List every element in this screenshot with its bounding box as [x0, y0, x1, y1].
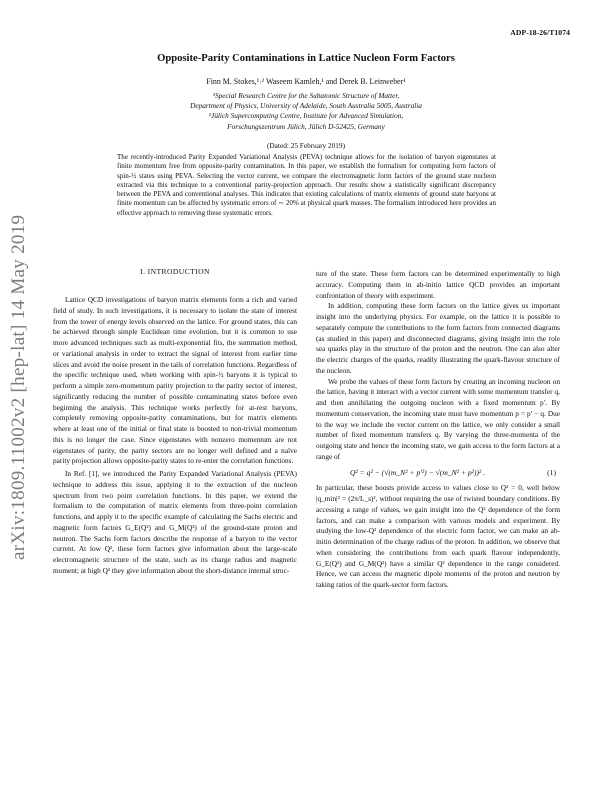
abstract: The recently-introduced Parity Expanded Variational Analysis (PEVA) technique allows for the isolation of baryon eigenstates at finite momentum free from opposite-parity contamination. In this paper, we establish the formalism for computing form factors of spin-½ states using PEVA. Selecting the vector current, we compare the electromagnetic form factors of the ground state nucleon extracted via this technique to a conventional parity-projection approach. Our results show a statistically significant discrepancy between the PEVA and conventional analyses. This indicates that existing calculations of matrix elements of ground state baryons at finite momentum can be affected by systematic errors of ∼ 20% at physical quark masses. The formalism introduced here provides an effective approach to removing these systematic errors. [117, 153, 496, 217]
paragraph: ture of the state. These form factors can be determined experimentally to high accuracy. Computing them in ab-initio lattice QCD provides an important confrontation of theory with experiment. [316, 269, 560, 300]
report-number: ADP-18-26/T1074 [510, 28, 570, 37]
affiliation-line: Department of Physics, University of Adelaide, South Australia 5005, Australia [190, 101, 422, 111]
equation-number: (1) [547, 467, 556, 477]
date-line: (Dated: 25 February 2019) [266, 141, 345, 150]
equation-block [316, 468, 560, 479]
paragraph: We probe the values of these form factors by creating an incoming nucleon on the lattice, having it interact with a vector current with some momentum transfer q, and then annihilating the outgoing nucleon with a fixed momentum p′. By momentum conservation, the incoming state must have momentum p = p′ − q. Due to the way we include the vector current on the lattice, we only consider a small number of fixed momentum transfers q. By varying the three-momenta of the outgoing state and hence the incoming state, we gain access to the form factors at a range of [316, 376, 560, 461]
left-column [53, 295, 297, 577]
arxiv-stamp: arXiv:1809.11002v2 [hep-lat] 14 May 2019 [8, 214, 29, 560]
author-list: Finn M. Stokes,¹˒² Waseem Kamleh,¹ and Derek B. Leinweber¹ [206, 77, 406, 86]
paragraph: Lattice QCD investigations of baryon matrix elements form a rich and varied field of study. In such investigations, it is necessary to isolate the state of interest from the tower of energy levels observed on the lattice. For ground states, this can be achieved through simple Euclidean time evolution, but it is common to use more advanced techniques such as multi-exponential fits, the summation method, or variational analysis in order to extract the signal of interest from earlier time slices and avoid the noise present in the tails of correlation functions. Regardless of the specific technique used, when working with spin-½ baryons it is typical to perform a simple zero-momentum parity projection to the parity sector of interest, significantly reducing the number of possible contaminating states before even beginning the analysis. This technique works perfectly for at-rest baryons, completely removing opposite-parity contaminations, but for matrix elements where at least one of the initial or final state is boosted to non-trivial momentum this is no longer the case. Since eigenstates with nonzero momentum are not eigenstates of parity, the parity sectors are no longer well defined and a naïve parity projection allows opposite-parity states to re-enter the correlation functions. [53, 295, 297, 466]
right-column [316, 269, 560, 591]
paragraph: In particular, these boosts provide access to values close to Q² = 0, well below |q_min|² = (2π/L_s)², without requiring the use of twisted boundary conditions. By accessing a range of values, we gain insight into the Q² dependence of the form factors, and can make a comparison with various models and experiment. By studying the low-Q² dependence of the electric form factor, we can make an ab-initio determination of the charge radius of the proton. In addition, we observe that when considering the contributions from each quark flavour independently, G_E(Q²) and G_M(Q²) have a similar Q² dependence in the range considered. Hence, we can access the magnetic dipole moments of the proton and neutron by taking ratios of the quark-sector form factors. [316, 483, 560, 589]
section-heading: I. INTRODUCTION [140, 267, 210, 276]
paragraph: In Ref. [1], we introduced the Parity Expanded Variational Analysis (PEVA) technique to address this issue, applying it to the extraction of the nucleon spectrum from two point correlation functions. In this paper, we extend the formalism to the computation of matrix elements from three-point correlation functions, and apply it to the specific example of calculating the Sachs electric and magnetic form factors G_E(Q²) and G_M(Q²) of the ground-state proton and neutron. The Sachs form factors describe the response of a baryon to the vector current. At low Q², these form factors give information about the large-scale electromagnetic structure of the state, such as its charge radius and magnetic moment; at high Q² they give information about the short-distance internal struc- [53, 469, 297, 575]
paper-title: Opposite-Parity Contaminations in Lattice Nucleon Form Factors [157, 53, 455, 64]
affiliations [0, 91, 612, 132]
equation: Q² = q² − (√(m_N² + p′²) − √(m_N² + p²))² . [350, 467, 486, 477]
affiliation-line: Forschungszentrum Jülich, Jülich D-52425, Germany [227, 121, 385, 131]
affiliation-line: ¹Special Research Centre for the Subatomic Structure of Matter, [212, 91, 400, 100]
paragraph: In addition, computing these form factors on the lattice gives us important insight into the underlying physics. For example, on the lattice it is possible to separately compute the contributions to the form factors from connected diagrams (as studied in this paper) and disconnected diagrams, giving insight into the role sea quarks play in the structure of the proton and the neutron. One can also alter the electric charges of the quarks, readily illustrating the quark-flavour structure of the nucleon. [316, 301, 560, 375]
affiliation-line: ²Jülich Supercomputing Centre, Institute for Advanced Simulation, [208, 111, 404, 121]
